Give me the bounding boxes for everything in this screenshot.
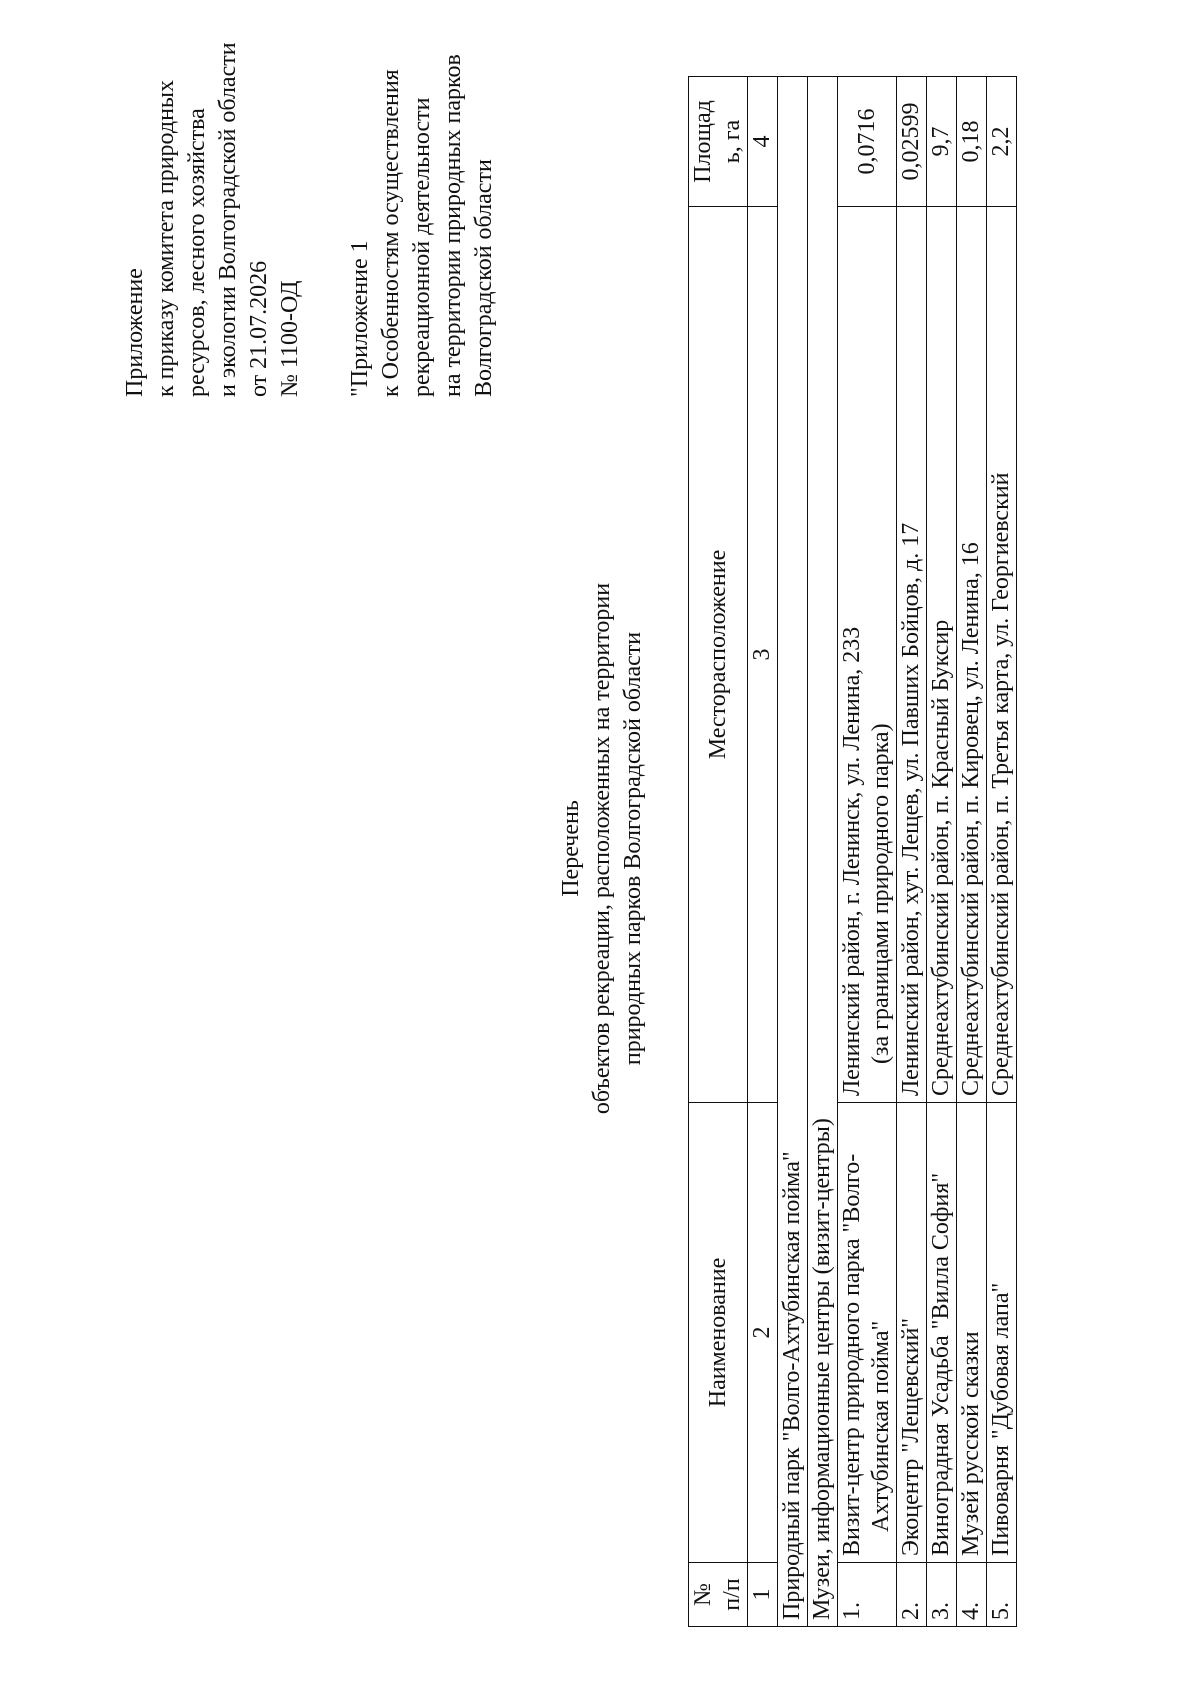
- appendix-number: № 1100-ОД: [277, 280, 303, 397]
- row-name: [838, 1103, 897, 1563]
- row-area: 0,0716: [838, 77, 897, 207]
- row-area: 0,02599: [897, 77, 927, 207]
- header-num: [689, 1563, 748, 1627]
- document-title: [556, 0, 649, 1697]
- row-num: 1.: [838, 1563, 897, 1627]
- appendix1-line: на территории природных парков: [440, 54, 466, 397]
- header-num-line2: п/п: [719, 1578, 745, 1611]
- title-line: природных парков Волгоградской области: [620, 631, 646, 1066]
- row-num: 3.: [927, 1563, 957, 1627]
- appendix-header: [120, 42, 306, 397]
- row-num: 5.: [987, 1563, 1017, 1627]
- row-area: 0,18: [957, 77, 987, 207]
- appendix1-line: "Приложение 1: [347, 240, 373, 397]
- row-name-line1: Визит-центр природного парка "Волго-: [839, 1153, 865, 1556]
- row-location: Среднеахтубинский район, п. Красный Буксир: [927, 207, 957, 1103]
- row-location-line1: Ленинский район, г. Ленинск, ул. Ленина, 233: [839, 626, 865, 1096]
- header-num-line1: №: [690, 1583, 716, 1606]
- row-area: 2,2: [987, 77, 1017, 207]
- table-row: [897, 77, 927, 1627]
- row-area: 9,7: [927, 77, 957, 207]
- row-location: Среднеахтубинский район, п. Кировец, ул. Ленина, 16: [957, 207, 987, 1103]
- section-row: [808, 77, 838, 1627]
- appendix-line: и экологии Волгоградской области: [215, 42, 241, 397]
- appendix1-line: к Особенностям осуществления: [378, 69, 404, 397]
- park-row: [778, 77, 808, 1627]
- appendix-line: Приложение: [122, 268, 148, 397]
- table-row: [987, 77, 1017, 1627]
- appendix-line: ресурсов, лесного хозяйства: [184, 108, 210, 397]
- appendix1-header: [345, 54, 500, 397]
- recreation-objects-table: [688, 76, 1017, 1627]
- row-num: 2.: [897, 1563, 927, 1627]
- appendix1-line: Волгоградской области: [471, 159, 497, 397]
- section-name: Музеи, информационные центры (визит-центры): [808, 77, 838, 1627]
- header-area-line2: ь, га: [719, 119, 745, 164]
- title-line: объектов рекреации, расположенных на территории: [589, 582, 615, 1115]
- title-line: Перечень: [558, 800, 584, 897]
- row-name: Экоцентр "Лещевский": [897, 1103, 927, 1563]
- row-name: Пивоварня "Дубовая лапа": [987, 1103, 1017, 1563]
- column-number: 3: [748, 207, 778, 1103]
- appendix1-line: рекреационной деятельности: [409, 97, 435, 397]
- column-number: 1: [748, 1563, 778, 1627]
- column-number: 2: [748, 1103, 778, 1563]
- header-area-line1: Площад: [690, 100, 716, 183]
- table-row: [838, 77, 897, 1627]
- column-number: 4: [748, 77, 778, 207]
- row-location: Среднеахтубинский район, п. Третья карта, ул. Георгиевский: [987, 207, 1017, 1103]
- table-header-row: [689, 77, 748, 1627]
- row-name: Виноградная Усадьба "Вилла София": [927, 1103, 957, 1563]
- row-name-line2: Ахтубинская пойма": [868, 1320, 894, 1532]
- appendix-date: от 21.07.2026: [246, 260, 272, 397]
- header-location: Месторасположение: [689, 207, 748, 1103]
- header-area: [689, 77, 748, 207]
- column-number-row: [748, 77, 778, 1627]
- row-name: Музей русской сказки: [957, 1103, 987, 1563]
- park-name: Природный парк "Волго-Ахтубинская пойма": [778, 77, 808, 1627]
- table-row: [927, 77, 957, 1627]
- row-num: 4.: [957, 1563, 987, 1627]
- header-name: Наименование: [689, 1103, 748, 1563]
- row-location: [838, 207, 897, 1103]
- row-location: Ленинский район, хут. Лещев, ул. Павших Бойцов, д. 17: [897, 207, 927, 1103]
- appendix-line: к приказу комитета природных: [153, 79, 179, 397]
- table-row: [957, 77, 987, 1627]
- row-location-line2: (за границами природного парка): [868, 723, 894, 1064]
